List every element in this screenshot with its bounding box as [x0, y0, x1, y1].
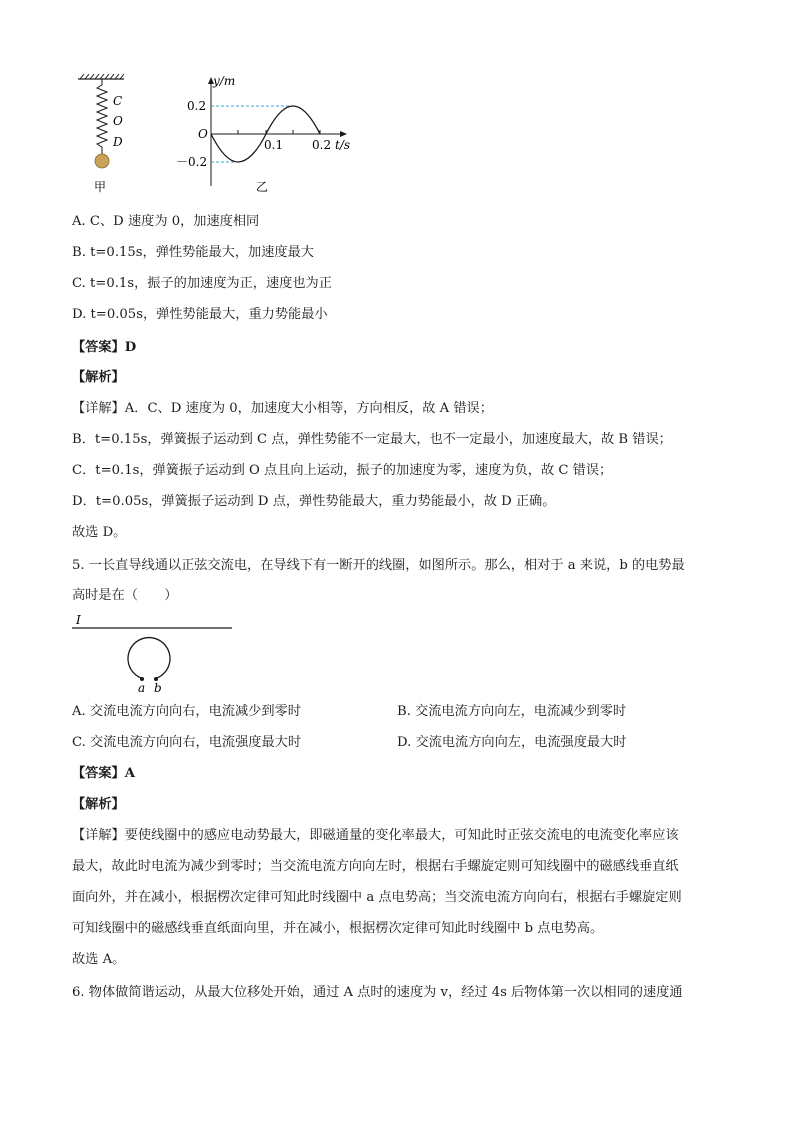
q4-analysis-heading: 【解析】	[72, 370, 125, 385]
q4-detail-c: C．t=0.1s，弹簧振子运动到 O 点且向上运动，振子的加速度为零，速度为负，故 C 错误；	[72, 463, 613, 478]
y-tick-bottom: －0.2	[176, 155, 208, 169]
label-o: O	[113, 114, 123, 128]
q5-detail-line-3: 面向外，并在减小，根据楞次定律可知此时线圈中 a 点电势高；当交流电流方向向右，根据右手螺旋定则	[72, 890, 682, 905]
y-tick-top: 0.2	[187, 99, 207, 113]
wire-loop-figure	[70, 610, 240, 696]
q5-detail-line-1: 【详解】要使线圈中的感应电动势最大，即磁通量的变化率最大，可知此时正弦交流电的电流变化率应该	[72, 828, 679, 843]
q5-conclusion: 故选 A。	[72, 952, 126, 967]
q4-detail-d: D．t=0.05s，弹簧振子运动到 D 点，弹性势能最大，重力势能最小，故 D 正确。	[72, 494, 556, 509]
q4-option-d: D. t=0.05s，弹性势能最大，重力势能最小	[72, 307, 328, 322]
spring-graph-figure	[70, 68, 370, 200]
label-d: D	[113, 135, 123, 149]
caption-left: 甲	[94, 180, 107, 194]
q5-option-a: A. 交流电流方向向右，电流减少到零时	[72, 704, 301, 719]
q5-option-d: D. 交流电流方向向左，电流强度最大时	[397, 735, 627, 750]
x-axis-label: t/s	[335, 138, 351, 152]
point-a-label: a	[138, 681, 146, 695]
q5-detail-line-4: 可知线圈中的磁感线垂直纸面向里，并在减小，根据楞次定律可知此时线圈中 b 点电势高。	[72, 921, 604, 936]
wire-current-label: I	[76, 613, 81, 627]
oscillator-ball	[95, 154, 109, 168]
q4-detail-b: B．t=0.15s，弹簧振子运动到 C 点，弹性势能不一定最大，也不一定最小，加速度最大，故 B 错误；	[72, 432, 672, 447]
q5-detail-line-2: 最大，故此时电流为减少到零时；当交流电流方向向左时，根据右手螺旋定则可知线圈中的磁感线垂直纸	[72, 859, 679, 874]
q4-option-c: C. t=0.1s，振子的加速度为正，速度也为正	[72, 276, 332, 291]
yt-graph	[176, 74, 350, 194]
q5-stem-line-2: 高时是在（ ）	[72, 588, 178, 603]
q4-option-a: A. C、D 速度为 0，加速度相同	[72, 214, 260, 229]
caption-right: 乙	[256, 180, 269, 194]
point-b-label: b	[154, 681, 162, 695]
x-tick-2: 0.2	[312, 138, 332, 152]
open-loop	[128, 638, 170, 678]
q5-stem-line-1: 5. 一长直导线通以正弦交流电，在导线下有一断开的线圈，如图所示。那么，相对于 a 来说，b 的电势最	[72, 558, 685, 573]
ceiling	[78, 74, 124, 79]
spring	[97, 79, 107, 154]
origin-label: O	[198, 127, 208, 141]
y-axis-label: y/m	[213, 74, 236, 88]
q4-option-b: B. t=0.15s，弹性势能最大，加速度最大	[72, 245, 314, 260]
x-tick-1: 0.1	[264, 138, 284, 152]
q4-answer: 【答案】D	[72, 340, 137, 355]
q5-option-b: B. 交流电流方向向左，电流减少到零时	[397, 704, 627, 719]
q5-answer: 【答案】A	[72, 766, 135, 781]
q4-detail-a: 【详解】A．C、D 速度为 0，加速度大小相等，方向相反，故 A 错误；	[72, 401, 493, 416]
label-c: C	[113, 94, 123, 108]
q6-stem-line-1: 6. 物体做简谐运动，从最大位移处开始，通过 A 点时的速度为 v，经过 4s 后物体第一次以相同的速度通	[72, 985, 683, 1000]
q5-option-c: C. 交流电流方向向右，电流强度最大时	[72, 735, 302, 750]
q5-analysis-heading: 【解析】	[72, 797, 125, 812]
q4-conclusion: 故选 D。	[72, 525, 127, 540]
